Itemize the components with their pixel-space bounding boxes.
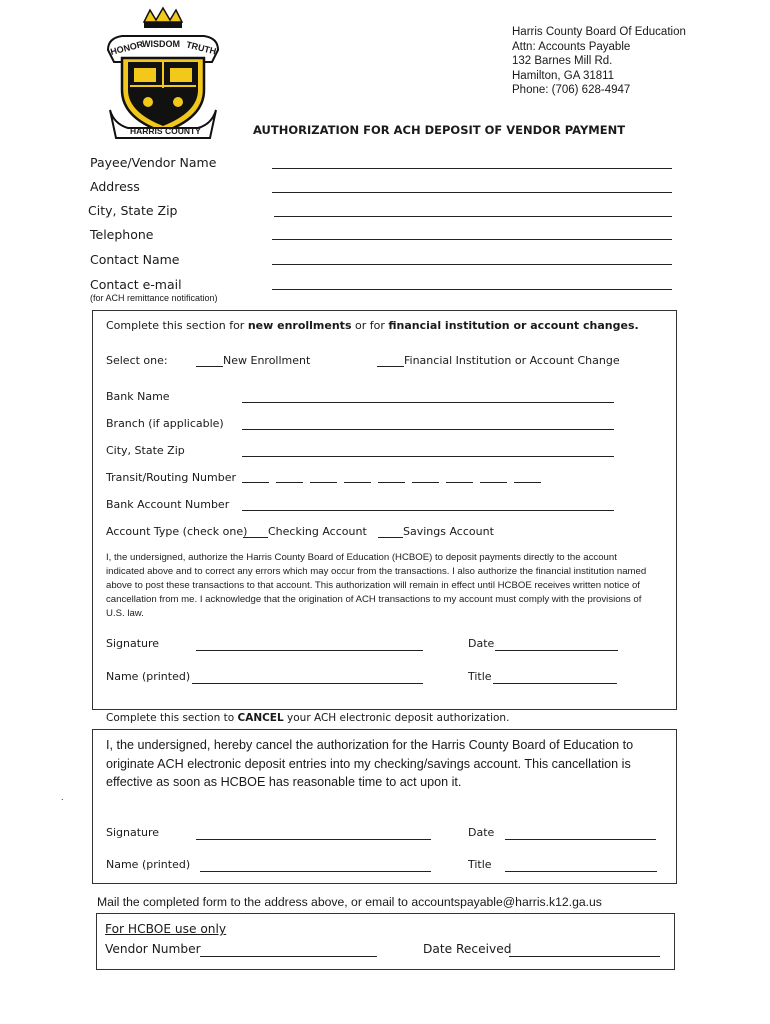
routing-digit-8[interactable] (480, 482, 507, 483)
enrollment-intro-mid: or for (351, 319, 389, 332)
cancel-statement: I, the undersigned, hereby cancel the authorization for the Harris County Board of Education to originate ACH electronic deposit entries into my checking/savings account. This cancellation is effective as soon as HCBOE has reasonable time to act upon it. (106, 738, 634, 789)
payee-vendor-name-field[interactable] (272, 168, 672, 169)
signature-field[interactable] (196, 650, 423, 651)
office-use-heading: For HCBOE use only (105, 922, 227, 936)
account-change-option[interactable] (377, 354, 620, 367)
cancel-date-field[interactable] (505, 839, 656, 840)
authorization-statement: I, the undersigned, authorize the Harris County Board of Education (HCBOE) to deposit payments directly to the account indicated above and to correct any errors which may occur from the transactions. I also authorize the financial institution named above to post these transactions to that account. This authorization will remain in effect until HCBOE receives written notice of cancellation from me. I acknowledge that the origination of ACH transactions to my account must comply with the provisions of U.S. law. (106, 552, 647, 619)
cancel-name-printed-label: Name (printed) (106, 858, 191, 871)
branch-field[interactable] (242, 429, 614, 430)
mail-note: Mail the completed form to the address above, or email to accountspayable@harris.k12.ga.us (97, 895, 602, 909)
return-address (512, 25, 686, 98)
account-number-label: Bank Account Number (106, 498, 230, 511)
savings-label: Savings Account (403, 525, 494, 538)
new-enrollment-option[interactable] (196, 354, 310, 367)
form-title: AUTHORIZATION FOR ACH DEPOSIT OF VENDOR PAYMENT (253, 123, 626, 137)
bank-name-field[interactable] (242, 402, 614, 403)
email-note: (for ACH remittance notification) (90, 293, 218, 303)
routing-number-label: Transit/Routing Number (106, 471, 237, 484)
bank-name-label: Bank Name (106, 390, 170, 403)
name-printed-field[interactable] (192, 683, 423, 684)
routing-digit-6[interactable] (412, 482, 439, 483)
stray-mark: . (61, 792, 64, 802)
savings-account-option[interactable] (378, 525, 494, 538)
cancel-title-field[interactable] (505, 871, 657, 872)
harris-county-crest-logo (104, 6, 222, 142)
address-line-4: Hamilton, GA 31811 (512, 69, 615, 82)
address-line-1: Harris County Board Of Education (512, 26, 686, 38)
signature-label: Signature (106, 637, 160, 650)
contact-email-field[interactable] (272, 289, 672, 290)
select-one-label: Select one: (106, 354, 168, 367)
routing-digit-4[interactable] (344, 482, 371, 483)
title-label: Title (468, 670, 492, 683)
new-enrollment-label: New Enrollment (223, 354, 311, 367)
checking-account-option[interactable] (243, 525, 367, 538)
routing-digit-9[interactable] (514, 482, 541, 483)
payee-vendor-name-label: Payee/Vendor Name (90, 155, 217, 170)
crest-motto-right: TRUTH (185, 39, 218, 57)
city-state-zip-field[interactable] (274, 216, 672, 217)
cancel-name-printed-field[interactable] (200, 871, 431, 872)
address-field[interactable] (272, 192, 672, 193)
account-change-checkline[interactable] (377, 354, 404, 367)
account-type-label: Account Type (check one) (106, 525, 248, 538)
contact-email-label: Contact e-mail (90, 277, 182, 292)
checking-label: Checking Account (268, 525, 367, 538)
date-field[interactable] (495, 650, 618, 651)
routing-digit-7[interactable] (446, 482, 473, 483)
routing-digit-2[interactable] (276, 482, 303, 483)
enrollment-intro-pre: Complete this section for (106, 319, 248, 332)
address-line-5: Phone: (706) 628-4947 (512, 84, 631, 96)
new-enrollment-checkline[interactable] (196, 354, 223, 367)
contact-name-label: Contact Name (90, 252, 180, 267)
address-line-3: 132 Barnes Mill Rd. (512, 55, 613, 67)
account-change-label: Financial Institution or Account Change (404, 354, 620, 367)
enrollment-intro-bold-1: new enrollments (247, 319, 352, 332)
savings-checkline[interactable] (378, 525, 403, 538)
crest-banner-text: HARRIS COUNTY (130, 126, 201, 136)
routing-digit-3[interactable] (310, 482, 337, 483)
cancel-intro (106, 712, 509, 724)
telephone-field[interactable] (272, 239, 672, 240)
telephone-label: Telephone (90, 227, 154, 242)
checking-checkline[interactable] (243, 525, 268, 538)
date-received-field[interactable] (509, 956, 660, 957)
address-line-2: Attn: Accounts Payable (512, 40, 631, 53)
address-label: Address (90, 179, 140, 194)
date-received-label: Date Received (423, 942, 512, 956)
name-printed-label: Name (printed) (106, 670, 191, 683)
bank-city-state-zip-field[interactable] (242, 456, 614, 457)
bank-city-state-zip-label: City, State Zip (106, 444, 185, 457)
enrollment-intro-bold-2: financial institution or account changes. (388, 319, 639, 332)
account-number-field[interactable] (242, 510, 614, 511)
title-field[interactable] (493, 683, 617, 684)
vendor-number-label: Vendor Number (105, 942, 201, 956)
enrollment-intro (106, 319, 639, 332)
cancel-intro-post: your ACH electronic deposit authorization. (283, 712, 510, 724)
cancel-intro-bold: CANCEL (237, 712, 284, 724)
crest-motto-left: HONOR (109, 39, 145, 57)
vendor-number-field[interactable] (200, 956, 377, 957)
city-state-zip-label: City, State Zip (88, 203, 178, 218)
cancel-date-label: Date (468, 826, 495, 839)
cancel-title-label: Title (468, 858, 492, 871)
date-label: Date (468, 637, 495, 650)
branch-label: Branch (if applicable) (106, 417, 224, 430)
cancel-intro-pre: Complete this section to (106, 712, 238, 724)
crest-motto-center: WISDOM (142, 39, 180, 49)
routing-digit-5[interactable] (378, 482, 405, 483)
contact-name-field[interactable] (272, 264, 672, 265)
routing-digit-1[interactable] (242, 482, 269, 483)
cancel-signature-field[interactable] (196, 839, 431, 840)
cancel-signature-label: Signature (106, 826, 160, 839)
